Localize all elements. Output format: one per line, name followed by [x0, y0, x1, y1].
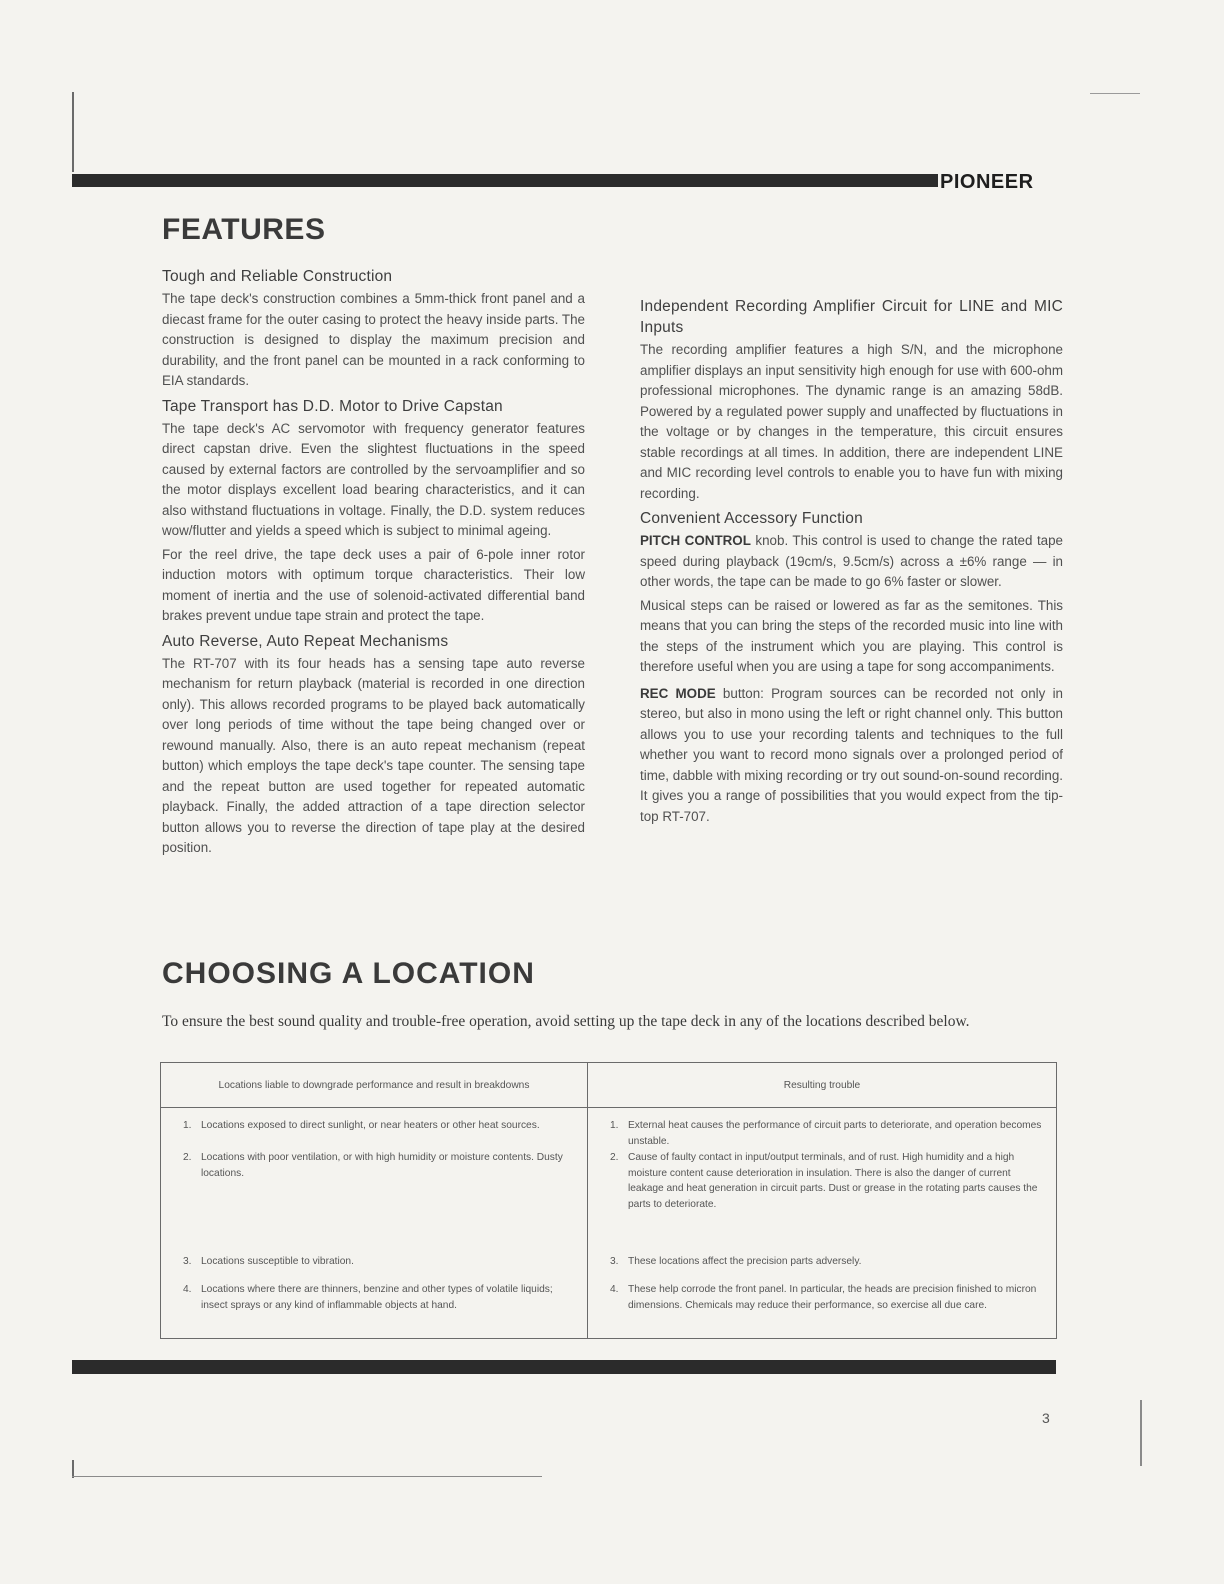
item-number: 2.: [183, 1152, 192, 1163]
scan-edge: [1090, 93, 1140, 94]
item-number: 1.: [610, 1120, 619, 1131]
location-text: Locations susceptible to vibration.: [201, 1256, 354, 1267]
page-number: 3: [1042, 1410, 1050, 1426]
location-text: Locations where there are thinners, benzine and other types of volatile liquids; insect sprays or any kind of inflammable objects at hand.: [201, 1284, 553, 1311]
trouble-text: External heat causes the performance of circuit parts to deteriorate, and operation becomes unstable.: [628, 1120, 1042, 1147]
section-heading: Tough and Reliable Construction: [162, 268, 393, 285]
location-table: [160, 1062, 1057, 1339]
table-cell: [161, 1282, 588, 1339]
trouble-text: Cause of faulty contact in input/output terminals, and of rust. High humidity and a high moisture content cause deterioration in insulation. There is also the danger of current leakage and heat generation in circuit parts. Dust or grease in the rotating parts causes the parts to deteriorate.: [628, 1152, 1038, 1210]
table-header: Locations liable to downgrade performance and result in breakdowns: [161, 1063, 588, 1108]
location-intro: To ensure the best sound quality and trouble-free operation, avoid setting up the tape deck in any of the locations described below.: [162, 1013, 970, 1030]
table-header: Resulting trouble: [588, 1063, 1057, 1108]
features-column-left: [162, 262, 585, 862]
section-paragraph: Musical steps can be raised or lowered as far as the semitones. This means that you can bring the steps of the recorded music into line with the steps of the instrument which you are playing. This control is therefore useful when you are using a tape for song accompaniments.: [640, 597, 1063, 674]
scan-edge: [72, 92, 74, 172]
location-text: Locations with poor ventilation, or with high humidity or moisture contents. Dusty locations.: [201, 1152, 563, 1179]
item-number: 3.: [183, 1256, 192, 1267]
section-heading: Auto Reverse, Auto Repeat Mechanisms: [162, 632, 449, 650]
location-text: Locations exposed to direct sunlight, or near heaters or other heat sources.: [201, 1120, 540, 1131]
features-title: FEATURES: [162, 213, 326, 246]
control-name: REC MODE: [640, 685, 716, 701]
header-rule: [72, 174, 938, 187]
section-paragraph: The tape deck's AC servomotor with frequency generator features direct capstan drive. Even the slightest fluctuations in the speed caused by external factors are controlled by the servoamplifier and so the motor displays excellent load bearing characteristics, and it can also withstand fluctuations in voltage. Finally, the D.D. system reduces wow/flutter and yields a speed which is subject to minimal ageing.: [162, 420, 585, 538]
scan-edge: [1140, 1400, 1142, 1466]
section-heading: Tape Transport has D.D. Motor to Drive Capstan: [162, 397, 503, 415]
section-paragraph: REC MODE button: Program sources can be recorded not only in stereo, but also in mono using the left or right channel only. This button allows you to use your recording talents and techniques to the full whether you want to record mono signals over a prolonged period of time, dabble with mixing recording or try out sound-on-sound recording. It gives you a range of possibilities that you would expect from the tip-top RT-707.: [640, 685, 1063, 824]
control-name: PITCH CONTROL: [640, 533, 751, 548]
section-heading: Convenient Accessory Function: [640, 510, 863, 527]
item-number: 2.: [610, 1152, 619, 1163]
brand-logo: PIONEER: [940, 171, 1034, 193]
table-cell: [588, 1150, 1057, 1254]
section-paragraph: The recording amplifier features a high S/N, and the microphone amplifier displays an input sensitivity high enough for use with 600-ohm professional microphones. The dynamic range is an amazing 58dB. Powered by a regulated power supply and unaffected by fluctuations in the voltage or by changes in the temperature, this circuit ensures stable recordings at all times. In addition, there are independent LINE and MIC recording level controls to enable you to have fun with mixing recording.: [640, 342, 1063, 501]
table-cell: [588, 1108, 1057, 1151]
table-cell: [161, 1108, 588, 1151]
table-cell: [161, 1254, 588, 1282]
item-number: 4.: [183, 1284, 192, 1295]
location-title: CHOOSING A LOCATION: [162, 957, 535, 990]
trouble-text: These locations affect the precision parts adversely.: [628, 1256, 862, 1267]
table-cell: [588, 1254, 1057, 1282]
table-row: [161, 1150, 1057, 1254]
table-row: [161, 1282, 1057, 1339]
item-number: 4.: [610, 1284, 619, 1295]
table-row: [161, 1108, 1057, 1151]
table-header-row: [161, 1063, 1057, 1108]
section-paragraph: For the reel drive, the tape deck uses a pair of 6-pole inner rotor induction motors with optimum torque characteristics. Their low moment of inertia and the use of solenoid-activated differential band brakes prevent undue tape strain and protect the tape.: [162, 546, 585, 623]
features-column-right: [640, 238, 1063, 830]
footer-rule: [72, 1360, 1056, 1374]
table-cell: [588, 1282, 1057, 1339]
section-paragraph: The tape deck's construction combines a 5mm-thick front panel and a diecast frame for the outer casing to protect the heavy inside parts. The construction is designed to display the maximum precision and durability, and the front panel can be mounted in a rack conforming to EIA standards.: [162, 291, 585, 388]
scan-edge: [72, 1476, 542, 1477]
section-paragraph: The RT-707 with its four heads has a sensing tape auto reverse mechanism for return playback (material is recorded in one direction only). This allows recorded programs to be played back automatically over long periods of time without the tape being changed over or rewound manually. Also, there is an auto repeat mechanism (repeat button) which employs the tape deck's tape counter. The sensing tape and the repeat button are used together for repeated automatic playback. Finally, the added attraction of a tape direction selector button allows you to reverse the direction of tape play at the desired position.: [162, 655, 585, 855]
item-number: 1.: [183, 1120, 192, 1131]
table-row: [161, 1254, 1057, 1282]
trouble-text: These help corrode the front panel. In particular, the heads are precision finished to micron dimensions. Chemicals may reduce their performance, so exercise all due care.: [628, 1284, 1037, 1311]
table-cell: [161, 1150, 588, 1254]
section-heading: Independent Recording Amplifier Circuit for LINE and MIC Inputs: [640, 298, 1063, 336]
item-number: 3.: [610, 1256, 619, 1267]
section-paragraph: PITCH CONTROL knob. This control is used to change the rated tape speed during playback (19cm/s, 9.5cm/s) across a ±6% range — in other words, the tape can be made to go 6% faster or slower.: [640, 533, 1064, 589]
